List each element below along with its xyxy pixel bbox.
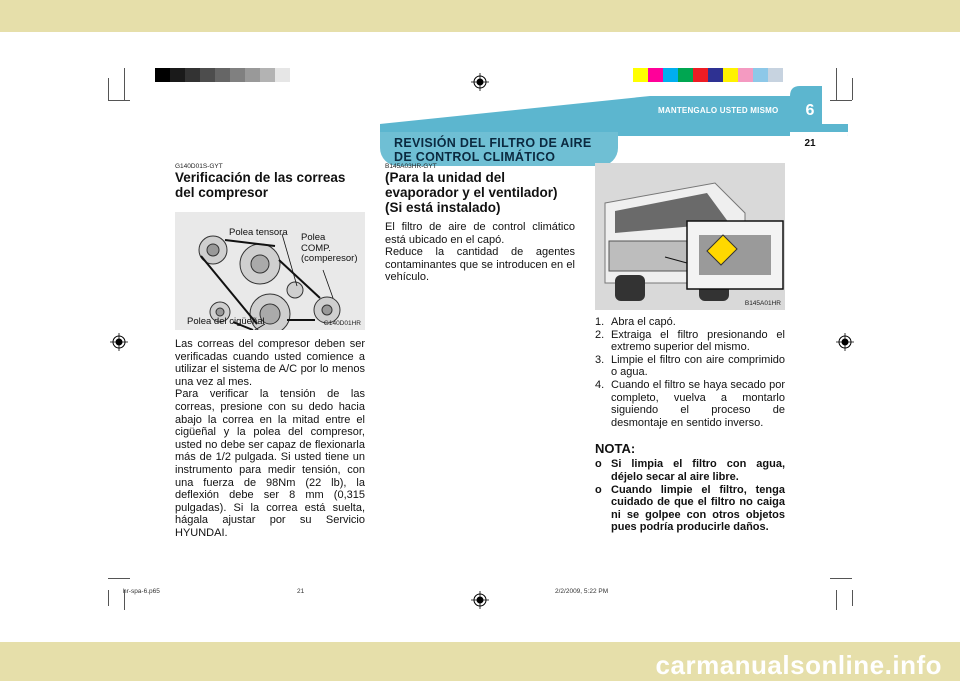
paragraph: El filtro de aire de control climático está ubicado en el capó. xyxy=(385,221,575,246)
step-item xyxy=(595,329,785,354)
banner-line-2: DE CONTROL CLIMÁTICO xyxy=(394,150,556,164)
belt-diagram xyxy=(175,212,365,330)
registration-mark-icon xyxy=(836,333,854,351)
left-column xyxy=(175,163,365,540)
steps-list xyxy=(595,316,785,429)
truck-filter-photo xyxy=(595,163,785,310)
chapter-number: 6 xyxy=(805,102,815,119)
paragraph: Reduce la cantidad de agentes contaminantes que se introducen en el vehículo. xyxy=(385,246,575,284)
crop-mark xyxy=(108,590,109,606)
right-column xyxy=(595,163,785,534)
crop-mark xyxy=(830,578,852,579)
compressor-label-line-2: COMP. xyxy=(301,242,331,254)
step-text: Extraiga el filtro presionando el extremo superior del mismo. xyxy=(611,328,785,354)
note-text: Cuando limpie el filtro, tenga cuidado de que el filtro no caiga ni se golpee con otros objetos pues podría producirle daños. xyxy=(611,483,785,534)
figure-code: G140D01HR xyxy=(323,320,361,327)
footer-date: 2/2/2009, 5:22 PM xyxy=(555,588,609,595)
compressor-label-line-1: Polea xyxy=(301,232,326,243)
paragraph: Las correas del compresor deben ser verificadas cuando usted comience a utilizar el sistema de A/C por lo menos una vez al mes. xyxy=(175,338,365,388)
crop-mark xyxy=(852,590,853,606)
compressor-label-line-3: (comperesor) xyxy=(301,253,358,264)
registration-mark-icon xyxy=(471,591,489,609)
section-heading: Verificación de las correas del compresor xyxy=(175,170,346,200)
note-item xyxy=(595,484,785,534)
tensor-pulley-label: Polea tensora xyxy=(229,227,288,238)
step-number: 3. xyxy=(595,353,605,366)
page-number: 21 xyxy=(804,138,816,149)
step-item xyxy=(595,354,785,379)
step-item xyxy=(595,316,785,329)
figure-code: B145A01HR xyxy=(744,300,781,307)
crank-pulley-label: Polea del cigüeñal xyxy=(187,316,265,327)
paragraph: Para verificar la tensión de las correas, presione con su dedo hacia abajo la correa en la mitad entre el cigüeñal y la polea del compresor, usted no debe ser capaz de flexionarla más de 1/2 pulgada. Si usted tiene un instrumento para medir tensión, con una fuerza de 98Nm (22 lb), la deflexión debe ser 8 mm (0,315 pulgadas). Si la correa está suelta, hágala ajustar por su Servicio HYUNDAI. xyxy=(175,388,365,539)
crop-mark xyxy=(836,590,837,610)
section-heading: (Para la unidad del evaporador y el ventilador) (Si está instalado) xyxy=(385,170,558,215)
section-banner xyxy=(380,132,618,166)
footer-page: 21 xyxy=(297,588,305,595)
note-text: Si limpia el filtro con agua, déjelo secar al aire libre. xyxy=(611,458,785,483)
crop-mark xyxy=(108,578,130,579)
step-number: 1. xyxy=(595,316,605,328)
banner-line-1: REVISIÓN DEL FILTRO DE AIRE xyxy=(394,136,592,150)
step-number: 4. xyxy=(595,378,605,391)
note-bullet: o xyxy=(595,483,602,496)
middle-column xyxy=(385,163,575,284)
step-text: Abra el capó. xyxy=(611,316,676,328)
note-title: NOTA: xyxy=(595,441,636,457)
note-bullet: o xyxy=(595,458,602,471)
compressor-pulley-label xyxy=(301,233,358,265)
notes-list xyxy=(595,458,785,534)
section-code: G140D01S-GYT xyxy=(175,163,223,170)
section-title: MANTENGALO USTED MISMO xyxy=(658,106,779,115)
step-text: Cuando el filtro se haya secado por completo, vuelva a montarlo siguiendo el proceso de desmontaje en sentido inverso. xyxy=(611,378,785,429)
watermark: carmanualsonline.info xyxy=(655,650,942,680)
footer-file: hr-spa-6.p65 xyxy=(123,588,160,595)
truck-illustration xyxy=(595,163,785,310)
section-code: B145A03HR-GYT xyxy=(385,163,437,170)
step-item xyxy=(595,379,785,429)
note-item xyxy=(595,458,785,483)
step-number: 2. xyxy=(595,328,605,341)
registration-mark-icon xyxy=(110,333,128,351)
step-text: Limpie el filtro con aire comprimido o agua. xyxy=(611,353,785,379)
